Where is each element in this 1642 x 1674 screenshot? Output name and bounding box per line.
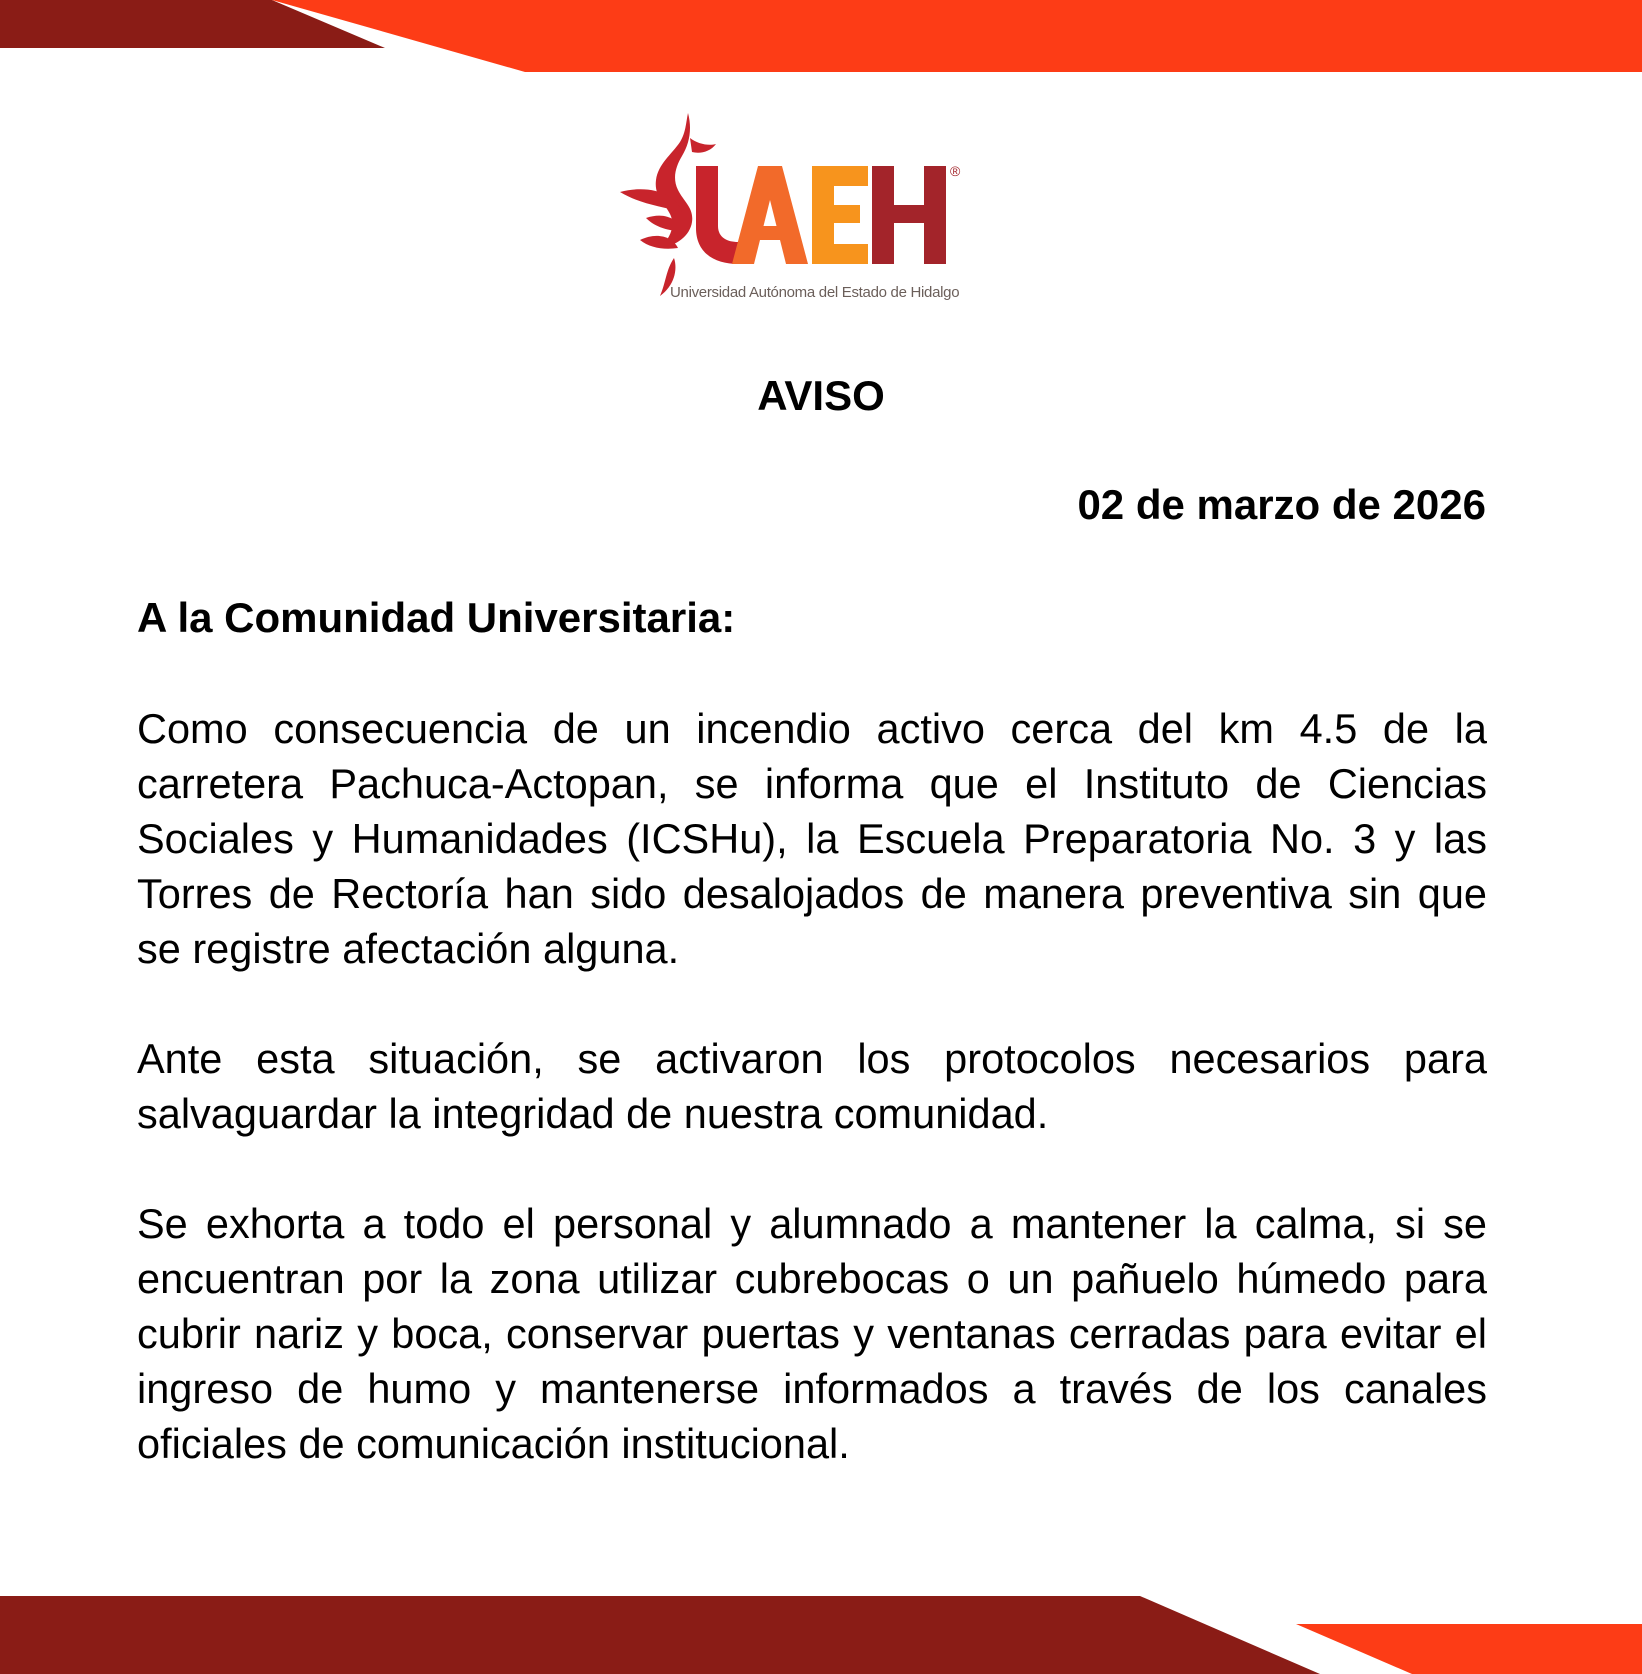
notice-paragraph-1: Como consecuencia de un incendio activo cerca del km 4.5 de la carretera Pachuca-Actopan, se informa que el Instituto de Ciencias Sociales y Humanidades (ICSHu), la Escuela Preparatoria No. 3 y las Torres de Rectoría han sido desalojados de manera preventiva sin que se registre afectación alguna. — [137, 705, 1487, 972]
notice-paragraph-2: Ante esta situación, se activaron los protocolos necesarios para salvaguardar la integridad de nuestra comunidad. — [137, 1035, 1487, 1137]
notice-title: AVISO — [757, 372, 885, 419]
bottom-decorative-band — [0, 1596, 1642, 1674]
uaeh-logo — [620, 108, 1020, 308]
notice-date: 02 de marzo de 2026 — [1077, 481, 1486, 528]
notice-salutation: A la Comunidad Universitaria: — [137, 594, 736, 641]
top-decorative-band — [0, 0, 1642, 72]
institution-name: Universidad Autónoma del Estado de Hidalgo — [670, 284, 960, 301]
registered-mark: ® — [950, 163, 961, 179]
notice-paragraph-3: Se exhorta a todo el personal y alumnado a mantener la calma, si se encuentran por la zona utilizar cubrebocas o un pañuelo húmedo para cubrir nariz y boca, conservar puertas y ventanas cerradas para evitar el ingreso de humo y mantenerse informados a través de los canales oficiales de comunicación institucional. — [137, 1200, 1487, 1467]
